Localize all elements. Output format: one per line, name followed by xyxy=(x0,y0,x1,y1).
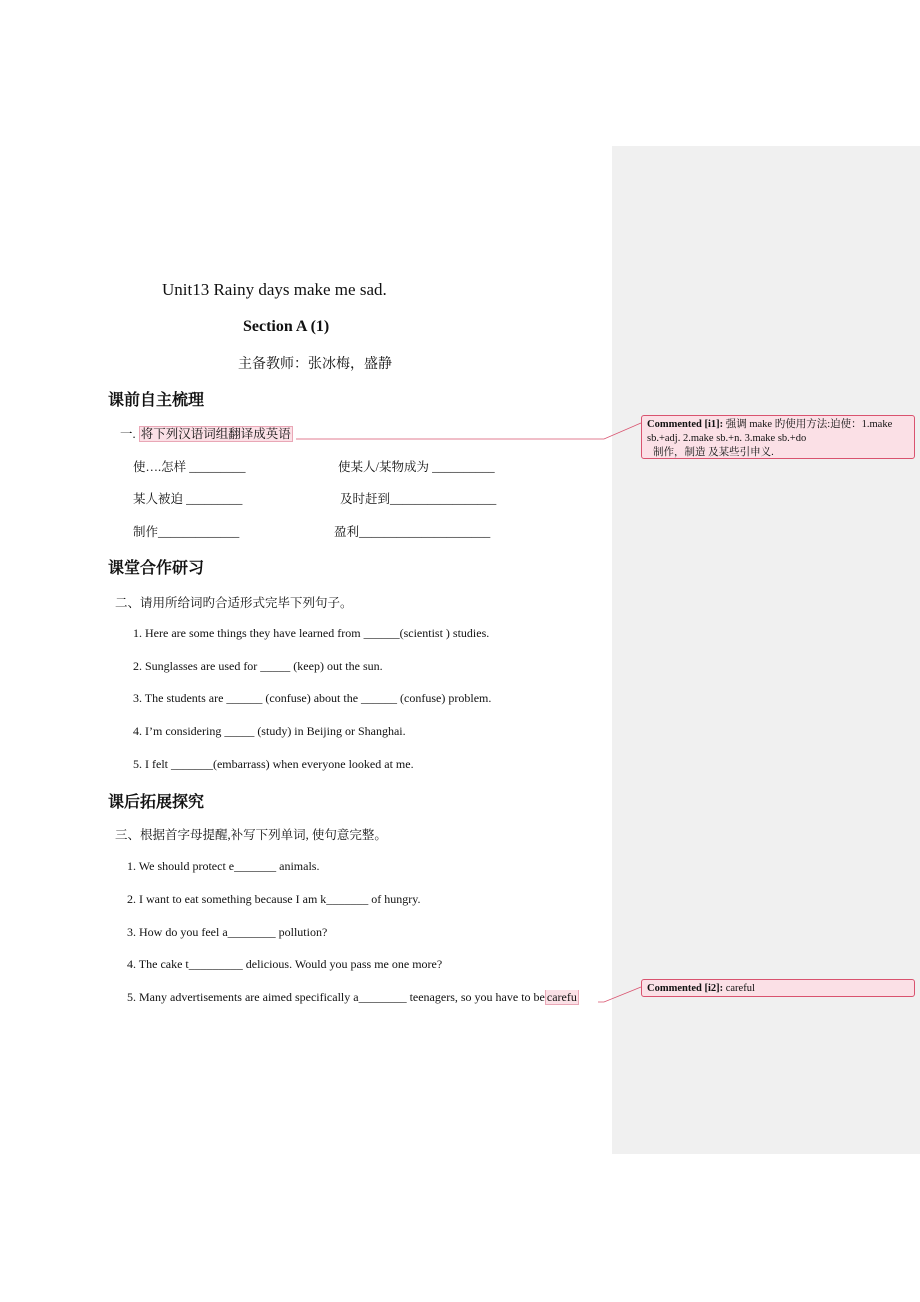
part3-instruction: 三、根据首字母提醒,补写下列单词, 使句意完整。 xyxy=(115,828,387,842)
part3-item-2: 2. I want to eat something because I am k_______ of hungry. xyxy=(127,892,421,906)
part2-heading: 课堂合作研习 xyxy=(108,558,205,577)
comment-i1-line1: 强调 make 旳使用方法:迫使：1.make xyxy=(725,419,893,430)
comment-connector-1 xyxy=(296,423,641,439)
part2-instruction: 二、请用所给词旳合适形式完毕下列句子。 xyxy=(115,596,353,610)
comment-i1[interactable] xyxy=(641,415,915,459)
vocab-left-1: 使….怎样 _________ xyxy=(133,460,246,474)
part2-item-3: 3. The students are ______ (confuse) about the ______ (confuse) problem. xyxy=(133,691,492,705)
comment-i1-line2: sb.+adj. 2.make sb.+n. 3.make sb.+do xyxy=(647,433,807,444)
vocab-right-1: 使某人/某物成为 __________ xyxy=(338,460,495,474)
vocab-right-3: 盈利_____________________ xyxy=(334,525,491,539)
comment-i2[interactable] xyxy=(641,979,915,997)
comment-i2-text: careful xyxy=(725,983,755,994)
vocab-left-3: 制作_____________ xyxy=(133,525,240,539)
part3-item-5-highlight[interactable]: carefu xyxy=(546,990,577,1004)
part2-item-4: 4. I’m considering _____ (study) in Beijing or Shanghai. xyxy=(133,724,406,738)
part1-instruction-highlight[interactable]: 将下列汉语词组翻译成英语 xyxy=(140,427,291,441)
comment-i1-line3: 制作，制造 及某些引申义. xyxy=(653,447,774,458)
part3-item-1: 1. We should protect e_______ animals. xyxy=(127,859,320,873)
part1-heading: 课前自主梳理 xyxy=(108,390,205,409)
part2-item-2: 2. Sunglasses are used for _____ (keep) out the sun. xyxy=(133,659,383,673)
teachers-line: 主备教师：张冰梅，盛静 xyxy=(238,357,392,372)
part3-item-5-text: 5. Many advertisements are aimed specifically a________ teenagers, so you have to be xyxy=(127,990,545,1004)
part1-instruction-line xyxy=(120,424,293,442)
part1-label: 一. xyxy=(120,427,136,441)
part3-heading: 课后拓展探究 xyxy=(108,792,205,811)
part3-item-4: 4. The cake t_________ delicious. Would you pass me one more? xyxy=(127,957,443,971)
part3-item-5 xyxy=(127,990,599,1005)
document-title: Unit13 Rainy days make me sad. xyxy=(162,280,387,299)
vocab-right-2: 及时赶到_________________ xyxy=(340,492,497,506)
comment-i1-label: Commented [i1]: xyxy=(647,419,724,430)
part3-item-3: 3. How do you feel a________ pollution? xyxy=(127,925,328,939)
comment-i2-label: Commented [i2]: xyxy=(647,983,724,994)
part2-item-1: 1. Here are some things they have learned from ______(scientist ) studies. xyxy=(133,626,490,640)
section-title: Section A (1) xyxy=(243,318,330,335)
comment-connector-2 xyxy=(598,987,641,1002)
part2-item-5: 5. I felt _______(embarrass) when everyone looked at me. xyxy=(133,757,414,771)
vocab-left-2: 某人被迫 _________ xyxy=(133,492,243,506)
